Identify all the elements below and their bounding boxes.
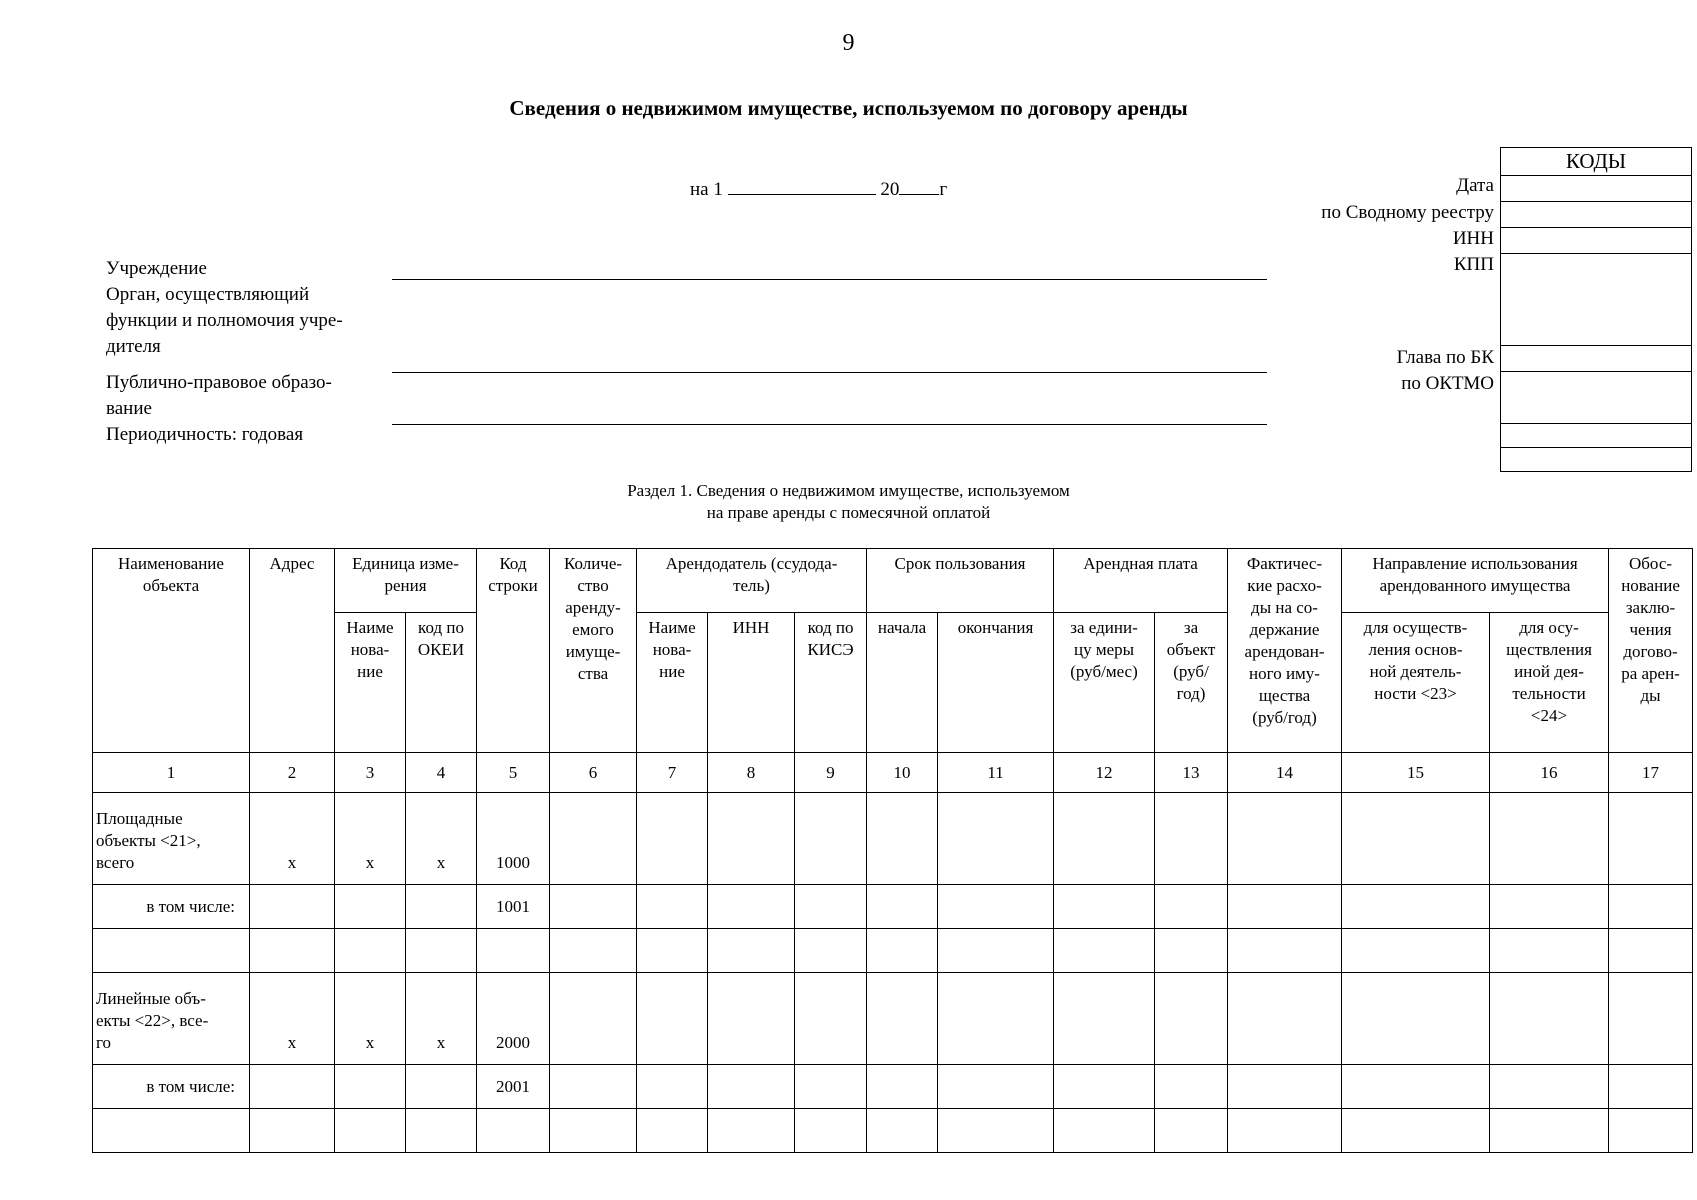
table-cell[interactable] (1490, 1109, 1609, 1153)
table-cell[interactable] (938, 929, 1054, 973)
col-rent-object-header: за объект (руб/ год) (1155, 613, 1228, 753)
table-cell[interactable] (1609, 1109, 1693, 1153)
col-basis-header: Обос- нование заклю- чения догово- ра арен- ды (1609, 549, 1693, 753)
x-mark: х (250, 793, 335, 885)
table-cell[interactable] (708, 1065, 795, 1109)
table-cell[interactable] (795, 885, 867, 929)
row-label-area-total: Площадные объекты <21>, всего (93, 793, 250, 885)
year-blank[interactable] (899, 176, 939, 195)
column-number: 13 (1155, 753, 1228, 793)
codes-header: КОДЫ (1565, 149, 1627, 173)
col-term-start-header: начала (867, 613, 938, 753)
table-cell[interactable] (1054, 1065, 1155, 1109)
table-cell[interactable] (1155, 1065, 1228, 1109)
inn-code-label: ИНН (1452, 228, 1494, 249)
table-row-linear-empty (93, 1109, 1693, 1153)
table-cell[interactable] (477, 1109, 550, 1153)
public-entity-field-line[interactable] (392, 424, 1267, 425)
table-cell[interactable] (938, 885, 1054, 929)
table-cell[interactable] (1609, 973, 1693, 1065)
year-prefix: 20 (880, 179, 900, 200)
date-code-label: Дата (1456, 175, 1494, 196)
table-cell[interactable] (1342, 1109, 1490, 1153)
date-blank[interactable] (728, 176, 876, 195)
row-code: 1001 (477, 885, 550, 929)
table-cell[interactable] (938, 973, 1054, 1065)
extra-code-cell-1[interactable] (1501, 423, 1691, 447)
table-cell[interactable] (708, 793, 795, 885)
oktmo-code-cell[interactable] (1501, 371, 1691, 423)
table-cell[interactable] (1609, 929, 1693, 973)
table-cell[interactable] (1609, 1065, 1693, 1109)
table-cell[interactable] (795, 973, 867, 1065)
founder-label-1: Орган, осуществляющий (106, 284, 310, 305)
table-cell[interactable] (406, 1065, 477, 1109)
table-cell[interactable] (1054, 1109, 1155, 1153)
table-cell[interactable] (938, 793, 1054, 885)
table-row-area-total (93, 793, 1693, 885)
table-cell[interactable] (250, 1109, 335, 1153)
document-title: Сведения о недвижимом имуществе, используемом по договору аренды (509, 96, 1188, 120)
col-lessor-kise-header: код по КИСЭ (795, 613, 867, 753)
table-cell[interactable] (1228, 929, 1342, 973)
codes-box (1500, 147, 1692, 472)
table-cell[interactable] (795, 1065, 867, 1109)
lease-property-table (92, 548, 1693, 1153)
table-cell[interactable] (938, 1065, 1054, 1109)
kpp-code-cell[interactable] (1501, 253, 1691, 345)
col-row-code-header: Код строки (477, 549, 550, 753)
date-code-cell[interactable] (1501, 175, 1691, 201)
table-cell[interactable] (1054, 929, 1155, 973)
table-cell[interactable] (550, 1065, 637, 1109)
report-date-line (690, 176, 947, 201)
oktmo-code-label: по ОКТМО (1401, 373, 1494, 394)
bk-code-label: Глава по БК (1396, 347, 1494, 368)
col-lessor-inn-header: ИНН (708, 613, 795, 753)
column-number: 12 (1054, 753, 1155, 793)
table-cell[interactable] (550, 793, 637, 885)
kpp-code-label: КПП (1453, 254, 1494, 275)
table-cell[interactable] (1228, 973, 1342, 1065)
table-cell[interactable] (1228, 1109, 1342, 1153)
founder-label-3: дителя (106, 336, 161, 357)
column-number: 15 (1342, 753, 1490, 793)
row-code: 2001 (477, 1065, 550, 1109)
column-number: 3 (335, 753, 406, 793)
column-number: 14 (1228, 753, 1342, 793)
table-cell[interactable] (1342, 929, 1490, 973)
table-row-area-incl (93, 885, 1693, 929)
registry-code-label: по Сводному реестру (1321, 202, 1494, 223)
table-cell[interactable] (637, 1109, 708, 1153)
table-cell[interactable] (1054, 973, 1155, 1065)
x-mark: х (335, 973, 406, 1065)
table-cell[interactable] (637, 1065, 708, 1109)
table-cell[interactable] (938, 1109, 1054, 1153)
column-number: 8 (708, 753, 795, 793)
col-rent-unit-header: за едини- цу меры (руб/мес) (1054, 613, 1155, 753)
col-term-header: Срок пользования (867, 549, 1054, 613)
table-cell[interactable] (406, 929, 477, 973)
table-cell[interactable] (550, 929, 637, 973)
column-number: 10 (867, 753, 938, 793)
table-cell[interactable] (335, 1109, 406, 1153)
table-cell[interactable] (708, 973, 795, 1065)
table-cell[interactable] (867, 885, 938, 929)
column-number: 5 (477, 753, 550, 793)
table-cell[interactable] (867, 1109, 938, 1153)
col-unit-name-header: Наиме нова- ние (335, 613, 406, 753)
table-cell[interactable] (867, 929, 938, 973)
table-cell[interactable] (93, 929, 250, 973)
table-cell[interactable] (637, 793, 708, 885)
public-entity-label-2: вание (106, 398, 152, 419)
founder-label-2: функции и полномочия учре- (106, 310, 343, 331)
table-cell[interactable] (637, 885, 708, 929)
table-cell[interactable] (1342, 1065, 1490, 1109)
column-number: 11 (938, 753, 1054, 793)
table-row-linear-incl (93, 1065, 1693, 1109)
col-expenses-header: Фактичес- кие расхо- ды на со- держание арендован- ного иму- щества (руб/год) (1228, 549, 1342, 753)
section-title (0, 480, 1697, 524)
column-number: 9 (795, 753, 867, 793)
col-rent-header: Арендная плата (1054, 549, 1228, 613)
table-cell[interactable] (867, 793, 938, 885)
x-mark: х (406, 793, 477, 885)
table-cell[interactable] (1155, 929, 1228, 973)
bk-code-cell[interactable] (1501, 345, 1691, 371)
column-number: 16 (1490, 753, 1609, 793)
col-direction-header: Направление использования арендованного имущества (1342, 549, 1609, 613)
row-code: 2000 (477, 973, 550, 1065)
table-cell[interactable] (1609, 793, 1693, 885)
table-cell[interactable] (1490, 885, 1609, 929)
col-lessor-name-header: Наиме нова- ние (637, 613, 708, 753)
row-label-including: в том числе: (93, 1065, 250, 1109)
column-number: 2 (250, 753, 335, 793)
table-cell[interactable] (1228, 793, 1342, 885)
table-cell[interactable] (1155, 793, 1228, 885)
table-cell[interactable] (867, 973, 938, 1065)
table-cell[interactable] (550, 1109, 637, 1153)
table-cell[interactable] (1342, 885, 1490, 929)
table-cell[interactable] (1342, 973, 1490, 1065)
table-cell[interactable] (93, 1109, 250, 1153)
column-number: 1 (93, 753, 250, 793)
table-cell[interactable] (637, 929, 708, 973)
table-cell[interactable] (1054, 885, 1155, 929)
table-row-linear-total (93, 973, 1693, 1065)
year-suffix: г (939, 179, 948, 200)
x-mark: х (406, 973, 477, 1065)
row-label-including: в том числе: (93, 885, 250, 929)
col-quantity-header: Количе- ство аренду- емого имуще- ства (550, 549, 637, 753)
table-cell[interactable] (335, 1065, 406, 1109)
table-cell[interactable] (637, 973, 708, 1065)
column-number-row (93, 753, 1693, 793)
table-cell[interactable] (795, 1109, 867, 1153)
col-address-header: Адрес (250, 549, 335, 753)
table-cell[interactable] (550, 885, 637, 929)
table-cell[interactable] (250, 929, 335, 973)
column-number: 17 (1609, 753, 1693, 793)
column-number: 4 (406, 753, 477, 793)
table-row-area-empty (93, 929, 1693, 973)
table-cell[interactable] (708, 929, 795, 973)
column-number: 7 (637, 753, 708, 793)
table-cell[interactable] (1490, 973, 1609, 1065)
x-mark: х (250, 973, 335, 1065)
table-cell[interactable] (1490, 1065, 1609, 1109)
header-labels (106, 256, 343, 448)
table-cell[interactable] (1609, 885, 1693, 929)
col-unit-header: Единица изме- рения (335, 549, 477, 613)
table-cell[interactable] (795, 793, 867, 885)
page-number: 9 (842, 30, 855, 56)
table-cell[interactable] (335, 885, 406, 929)
section-title-line-2: на праве аренды с помесячной оплатой (706, 503, 991, 522)
column-number: 6 (550, 753, 637, 793)
extra-code-cell-2[interactable] (1501, 447, 1691, 471)
public-entity-label-1: Публично-правовое образо- (106, 372, 332, 393)
table-cell[interactable] (406, 1109, 477, 1153)
date-prefix: на 1 (690, 179, 723, 200)
table-cell[interactable] (1490, 793, 1609, 885)
col-term-end-header: окончания (938, 613, 1054, 753)
table-cell[interactable] (1228, 885, 1342, 929)
section-title-line-1: Раздел 1. Сведения о недвижимом имуществе, используемом (627, 481, 1070, 500)
col-direction-main-header: для осуществ- ления основ- ной деятель- ности <23> (1342, 613, 1490, 753)
table-cell[interactable] (335, 929, 406, 973)
table-cell[interactable] (708, 1109, 795, 1153)
table-cell[interactable] (550, 973, 637, 1065)
table-cell[interactable] (1490, 929, 1609, 973)
institution-field-line[interactable] (392, 279, 1267, 280)
founder-field-line[interactable] (392, 372, 1267, 373)
table-cell[interactable] (795, 929, 867, 973)
table-cell[interactable] (1228, 1065, 1342, 1109)
header-row-1 (93, 549, 1693, 613)
table-cell[interactable] (867, 1065, 938, 1109)
table-cell[interactable] (708, 885, 795, 929)
row-code: 1000 (477, 793, 550, 885)
table-cell[interactable] (250, 1065, 335, 1109)
table-cell[interactable] (406, 885, 477, 929)
table-cell[interactable] (1155, 973, 1228, 1065)
table-cell[interactable] (1155, 1109, 1228, 1153)
inn-code-cell[interactable] (1501, 227, 1691, 253)
table-cell[interactable] (1155, 885, 1228, 929)
row-label-linear-total: Линейные объ- екты <22>, все- го (93, 973, 250, 1065)
institution-label: Учреждение (106, 258, 207, 279)
col-lessor-header: Арендодатель (ссудода- тель) (637, 549, 867, 613)
periodicity-label: Периодичность: годовая (106, 424, 304, 445)
col-object-name-header: Наименование объекта (93, 549, 250, 753)
col-direction-other-header: для осу- ществления иной дея- тельности <24> (1490, 613, 1609, 753)
col-unit-okei-header: код по ОКЕИ (406, 613, 477, 753)
x-mark: х (335, 793, 406, 885)
table-cell[interactable] (1342, 793, 1490, 885)
table-cell[interactable] (1054, 793, 1155, 885)
table-cell[interactable] (250, 885, 335, 929)
table-cell[interactable] (477, 929, 550, 973)
registry-code-cell[interactable] (1501, 201, 1691, 227)
